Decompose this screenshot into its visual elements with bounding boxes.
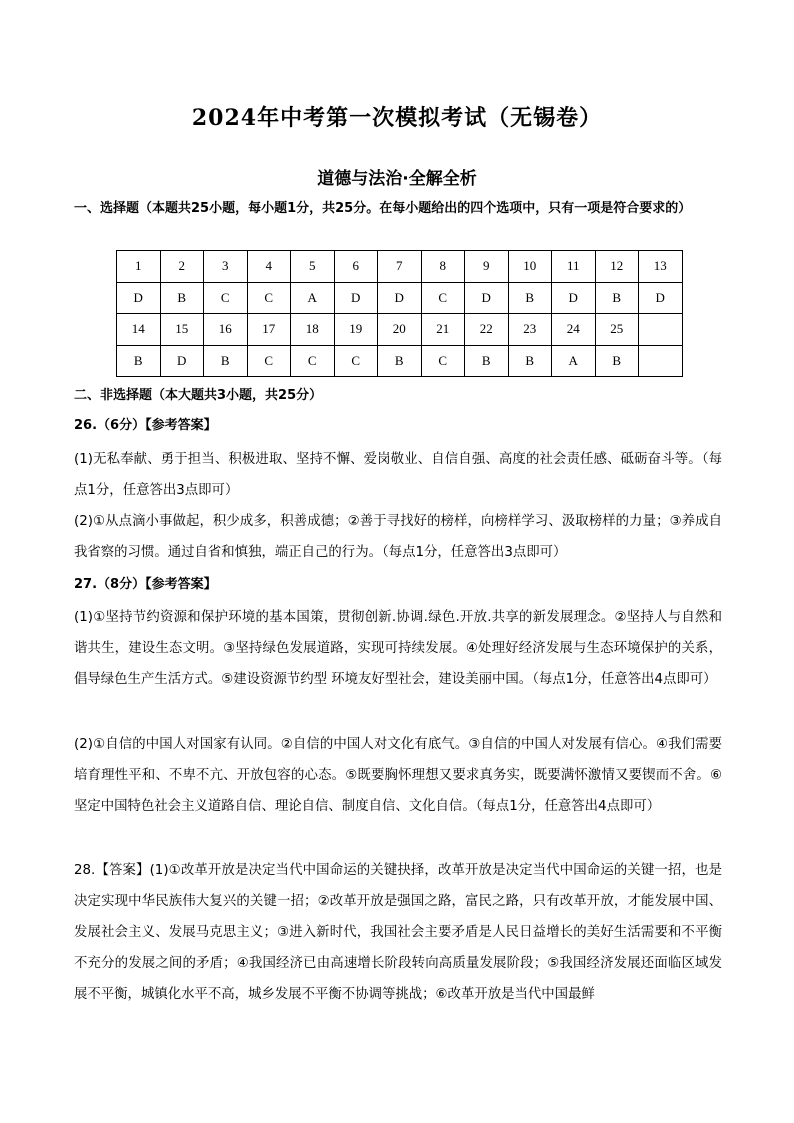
table-cell: C: [291, 345, 335, 377]
table-cell: D: [465, 282, 509, 314]
page-subtitle: 道德与法治·全解全析: [317, 169, 477, 189]
table-cell: D: [639, 282, 683, 314]
table-row: [117, 345, 683, 377]
table-cell: 7: [378, 251, 422, 283]
question-27-answer-1: (1)①坚持节约资源和保护环境的基本国策，贯彻创新.协调.绿色.开放.共享的新发展理念。②坚持人与自然和谐共生，建设生态文明。③坚持绿色发展道路，实现可持续发展。④处理好经济发展与生态环境保护的关系，倡导绿色生产生活方式。⑤建设资源节约型 环境友好型社会，建设美丽中国。（每点1分，任意答出4点即可）: [74, 610, 722, 687]
question-27-answer-2: (2)①自信的中国人对国家有认同。②自信的中国人对文化有底气。③自信的中国人对发展有信心。④我们需要培育理性平和、不卑不亢、开放包容的心态。⑤既要胸怀理想又要求真务实，既要满怀激情又要锲而不舍。⑥坚定中国特色社会主义道路自信、理论自信、制度自信、文化自信。（每点1分，任意答出4点即可）: [74, 737, 722, 814]
question-28-answer: 28.【答案】(1)①改革开放是决定当代中国命运的关键抉择，改革开放是决定当代中国命运的关键一招，也是决定实现中华民族伟大复兴的关键一招；②改革开放是强国之路，富民之路，只有改革开放，才能发展中国、发展社会主义、发展马克思主义；③进入新时代，我国社会主要矛盾是人民日益增长的美好生活需要和不平衡不充分的发展之间的矛盾；④我国经济已由高速增长阶段转向高质量发展阶段；⑤我国经济发展还面临区域发展不平衡，城镇化水平不高，城乡发展不平衡不协调等挑战；⑥改革开放是当代中国最鲜: [74, 863, 722, 1002]
table-cell: 19: [334, 314, 378, 346]
table-cell: 9: [465, 251, 509, 283]
table-cell: [639, 314, 683, 346]
table-cell: D: [552, 282, 596, 314]
table-cell: C: [204, 282, 248, 314]
table-cell: 5: [291, 251, 335, 283]
table-row: [117, 314, 683, 346]
table-cell: B: [595, 345, 639, 377]
table-cell: A: [291, 282, 335, 314]
answer-table: [116, 250, 683, 377]
table-row: [117, 282, 683, 314]
table-cell: C: [421, 345, 465, 377]
table-cell: 6: [334, 251, 378, 283]
table-cell: D: [160, 345, 204, 377]
table-cell: [639, 345, 683, 377]
table-cell: 12: [595, 251, 639, 283]
table-cell: 17: [247, 314, 291, 346]
question-26-answer-1: (1)无私奉献、勇于担当、积极进取、坚持不懈、爱岗敬业、自信自强、高度的社会责任感、砥砺奋斗等。（每点1分，任意答出3点即可）: [74, 452, 722, 498]
question-26-answer-2: (2)①从点滴小事做起，积少成多，积善成德；②善于寻找好的榜样，向榜样学习、汲取榜样的力量；③养成自我省察的习惯。通过自省和慎独，端正自己的行为。（每点1分，任意答出3点即可）: [74, 514, 722, 560]
table-cell: 10: [508, 251, 552, 283]
question-27-heading: 27.（8分）【参考答案】: [74, 577, 217, 592]
table-cell: 14: [117, 314, 161, 346]
table-cell: 2: [160, 251, 204, 283]
table-cell: D: [334, 282, 378, 314]
table-cell: 3: [204, 251, 248, 283]
table-cell: C: [247, 282, 291, 314]
table-cell: B: [508, 282, 552, 314]
table-cell: 18: [291, 314, 335, 346]
table-cell: 15: [160, 314, 204, 346]
table-cell: B: [378, 345, 422, 377]
table-cell: 25: [595, 314, 639, 346]
section-1-heading: 一、选择题（本题共25小题，每小题1分，共25分。在每小题给出的四个选项中，只有一项是符合要求的）: [74, 201, 692, 216]
table-cell: 20: [378, 314, 422, 346]
table-cell: B: [465, 345, 509, 377]
table-cell: A: [552, 345, 596, 377]
table-cell: B: [508, 345, 552, 377]
table-cell: B: [160, 282, 204, 314]
table-cell: B: [204, 345, 248, 377]
table-cell: C: [334, 345, 378, 377]
table-cell: D: [378, 282, 422, 314]
table-cell: 22: [465, 314, 509, 346]
section-2-heading: 二、非选择题（本大题共3小题，共25分）: [74, 388, 323, 403]
table-cell: B: [117, 345, 161, 377]
table-cell: C: [247, 345, 291, 377]
table-cell: 11: [552, 251, 596, 283]
question-26-heading: 26.（6分）【参考答案】: [74, 418, 217, 433]
table-cell: 16: [204, 314, 248, 346]
table-cell: 13: [639, 251, 683, 283]
table-cell: 24: [552, 314, 596, 346]
table-cell: B: [595, 282, 639, 314]
page-title: 2024年中考第一次模拟考试（无锡卷）: [191, 105, 603, 131]
table-cell: C: [421, 282, 465, 314]
table-cell: 4: [247, 251, 291, 283]
table-cell: 1: [117, 251, 161, 283]
table-cell: 8: [421, 251, 465, 283]
table-cell: 21: [421, 314, 465, 346]
table-row: [117, 251, 683, 283]
table-cell: 23: [508, 314, 552, 346]
table-cell: D: [117, 282, 161, 314]
